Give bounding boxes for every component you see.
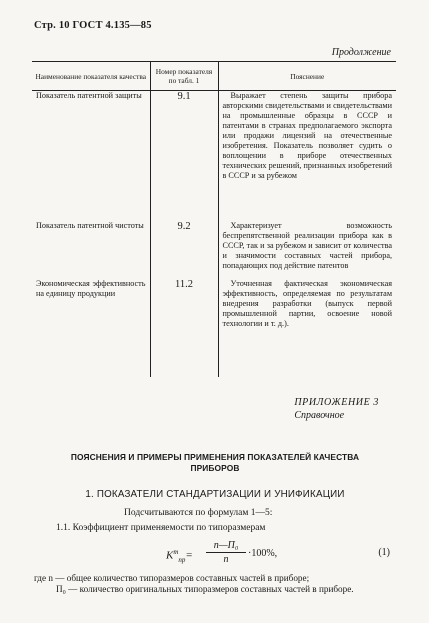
explanation-cell: Характеризует возможность беспрепятственной реализации прибора как в СССР, так и за рубежом и зависит от количества и значимости составных частей прибора, попадающих под действие патентов bbox=[218, 221, 396, 279]
formula-denominator: n bbox=[223, 554, 229, 565]
formula-tail: ·100%, bbox=[248, 548, 278, 559]
formula-symbol: K bbox=[166, 549, 174, 562]
formula-numerator: n—П₀ bbox=[213, 540, 239, 551]
appendix-heading bbox=[294, 397, 379, 421]
formula-number: (1) bbox=[378, 547, 390, 558]
formula-lhs bbox=[166, 548, 193, 564]
explanation-cell: Уточненная фактическая экономическая эффективность, определяемая по результатам внедрения разработки (выпуск первой промышленной партии, освоение новой технологии и т. д.). bbox=[218, 279, 396, 377]
formula-subscript: пр bbox=[178, 555, 186, 564]
appendix-subtitle: Справочное bbox=[294, 410, 345, 421]
quality-indicators-table bbox=[32, 61, 396, 377]
continuation-label: Продолжение bbox=[331, 47, 391, 58]
indicator-cell: Экономическая эффективность на единицу продукции bbox=[36, 279, 146, 298]
column-header-explanation: Пояснение bbox=[218, 62, 396, 91]
column-header-number: Номер показателя по табл. 1 bbox=[150, 62, 218, 91]
number-cell: 9.2 bbox=[150, 221, 218, 279]
page-header: Стр. 10 ГОСТ 4.135—85 bbox=[34, 20, 152, 31]
item-1-1: 1.1. Коэффициент применяемости по типоразмерам bbox=[56, 523, 266, 533]
formula-equals: = bbox=[185, 549, 193, 562]
table-row bbox=[32, 279, 396, 377]
column-header-indicator: Наименование показателя качества bbox=[32, 62, 150, 91]
number-cell: 9.1 bbox=[150, 91, 218, 222]
indicator-cell: Показатель патентной чистоты bbox=[36, 221, 144, 230]
appendix-title: ПРИЛОЖЕНИЕ 3 bbox=[294, 397, 379, 408]
where-line-2: П₀ — количество оригинальных типоразмеров составных частей в приборе. bbox=[56, 584, 354, 594]
table-row bbox=[32, 221, 396, 279]
table-row bbox=[32, 91, 396, 222]
where-line-1: где n — общее количество типоразмеров составных частей в приборе; bbox=[34, 573, 310, 583]
table-header-row bbox=[32, 62, 396, 91]
where-clause bbox=[34, 573, 404, 595]
indicator-cell: Показатель патентной защиты bbox=[36, 91, 142, 100]
section-title: ПОЯСНЕНИЯ И ПРИМЕРЫ ПРИМЕНЕНИЯ ПОКАЗАТЕЛЕЙ КАЧЕСТВА ПРИБОРОВ bbox=[70, 452, 360, 473]
subsection-title: 1. ПОКАЗАТЕЛИ СТАНДАРТИЗАЦИИ И УНИФИКАЦИИ bbox=[85, 489, 345, 500]
formula-1 bbox=[150, 540, 390, 568]
fraction-bar bbox=[206, 552, 246, 553]
explanation-cell: Выражает степень защиты прибора авторскими свидетельствами и свидетельствами на промышленные образцы в СССР и патентами в странах предполагаемого экспорта или продажи лицензий на отечественные изобретения. Показатель позволяет судить о воплощении в приборе отечественных технических решений, признанных изобретений в СССР и за рубежом bbox=[218, 91, 396, 222]
intro-text: Подсчитываются по формулам 1—5: bbox=[124, 508, 273, 518]
formula-fraction bbox=[206, 540, 246, 565]
formula-superscript: т bbox=[173, 548, 179, 556]
number-cell: 11.2 bbox=[150, 279, 218, 377]
